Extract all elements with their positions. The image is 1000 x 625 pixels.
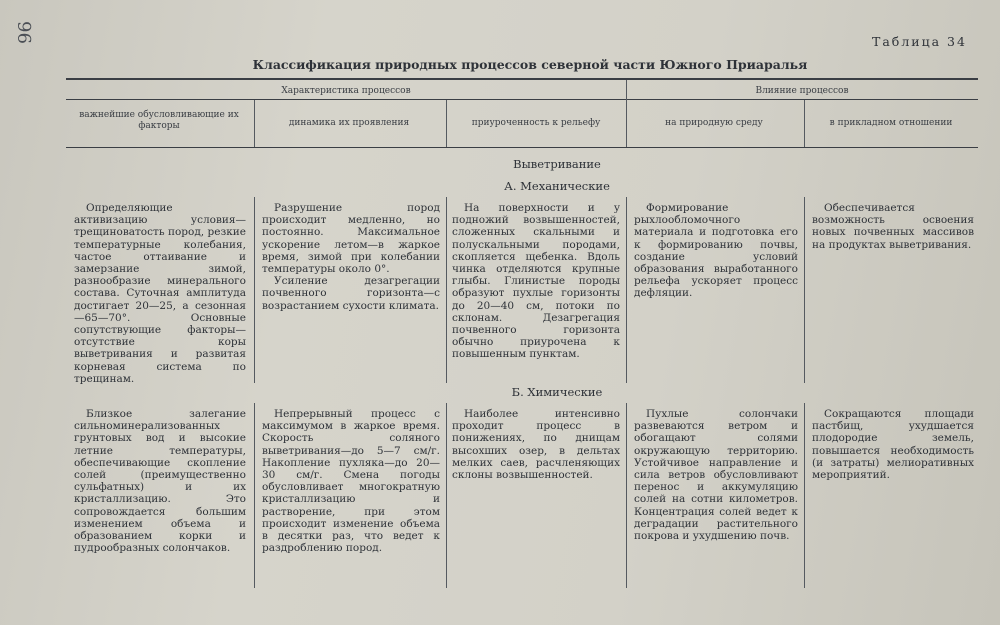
cell-b-environment: Пухлые солончаки развеваются ветром и обогащают солями окружающую территорию. Устойчивое направление и сила ветров обусловливают перенос и аккумуляцию солей на сотни километров. Концентрация солей ведет к деградации растительного покрова и ухудшению почв. [634, 408, 798, 543]
header-col-dynamics: динамика их проявления [288, 118, 410, 128]
section-title: Выветривание [513, 157, 601, 171]
body-a-sep-1 [254, 197, 255, 383]
header-col-factors: важнейшие обусловливающие их факторы [79, 110, 239, 131]
hdr-sep-1 [254, 100, 255, 147]
subsection-title-a: А. Механические [504, 179, 610, 193]
cell-b-dynamics: Непрерывный процесс с максимумом в жаркое время. Скорость соляного выветривания—до 5—7 см/г. Накопление пухляка—до 20—30 см/г. Смена погоды обусловливает многократную кристаллизацию и растворение, при этом происходит изменение объема в десятки раз, что ведет к раздроблению пород. [262, 408, 440, 555]
cell-b-factors: Близкое залегание сильноминерализованных грунтовых вод и высокие летние температуры, обеспечивающие скопление солей (преимущественно сульфатных) и их кристаллизацию. Это сопровождается большим изменением объема и образованием корки и пудрообразных солончаков. [74, 408, 246, 555]
rule-group [66, 99, 978, 100]
cell-a-applied: Обеспечивается возможность освоения новых почвенных массивов на продуктах выветривания. [812, 202, 974, 251]
cell-b-applied: Сокращаются площади пастбищ, ухудшается плодородие земель, повышается необходимость (и затраты) мелиоративных мероприятий. [812, 408, 974, 482]
cell-a-relief: На поверхности и у подножий возвышенностей, сложенных скальными и полускальными породами, скопляется щебенка. Вдоль чинка отделяются крупные глыбы. Глинистые породы образуют пухлые горизонты до 20—40 см, потоки по склонам. Дезагрегация почвенного горизонта обычно приурочена к повышенным пунктам. [452, 202, 620, 361]
page-number: 96 [14, 21, 36, 44]
header-col-environment: на природную среду [665, 118, 763, 128]
table-title: Классификация природных процессов северной части Южного Приаралья [252, 57, 808, 72]
header-col-relief: приуроченность к рельефу [471, 118, 601, 128]
subsection-title-b: Б. Химические [511, 385, 603, 399]
header-group-left: Характеристика процессов [281, 86, 411, 96]
cell-b-relief: Наиболее интенсивно проходит процесс в понижениях, по днищам высохших озер, в дельтах мелких саев, расчленяющих склоны возвышенностей. [452, 408, 620, 482]
hdr-sep-2 [446, 100, 447, 147]
cell-a-environment: Формирование рыхлообломочного материала и подготовка его к формированию почвы, создание условий образования выработанного рельефа ускоряет процесс дефляции. [634, 202, 798, 300]
body-b-sep-1 [254, 403, 255, 588]
body-b-sep-2 [446, 403, 447, 588]
header-group-right: Влияние процессов [755, 86, 849, 96]
body-b-sep-4 [804, 403, 805, 588]
header-col-applied: в прикладном отношении [829, 118, 953, 128]
rule-top [66, 78, 978, 80]
table-number: Таблица 34 [872, 34, 967, 49]
hdr-sep-4 [804, 100, 805, 147]
rule-header-bottom [66, 147, 978, 148]
body-a-sep-4 [804, 197, 805, 383]
body-a-sep-2 [446, 197, 447, 383]
body-b-sep-3 [626, 403, 627, 588]
cell-a-dynamics-p1: Разрушение пород происходит медленно, но постоянно. Максимальное ускорение летом—в жаркое время, зимой при колебании температуры около 0°. [262, 202, 440, 276]
cell-a-factors: Определяющие активизацию условия—трещиноватость пород, резкие температурные колебания, частое оттаивание и замерзание зимой, разнообразие минерального состава. Суточная амплитуда достигает 20—25, а сезонная—65—70°. Основные сопутствующие факторы—отсутствие коры выветривания и развитая корневая система по трещинам. [74, 202, 246, 385]
body-a-sep-3 [626, 197, 627, 383]
cell-a-dynamics-p2: Усиление дезагрегации почвенного горизонта—с возрастанием сухости климата. [262, 275, 440, 312]
cell-a-dynamics [262, 202, 440, 312]
hdr-sep-3 [626, 80, 627, 147]
